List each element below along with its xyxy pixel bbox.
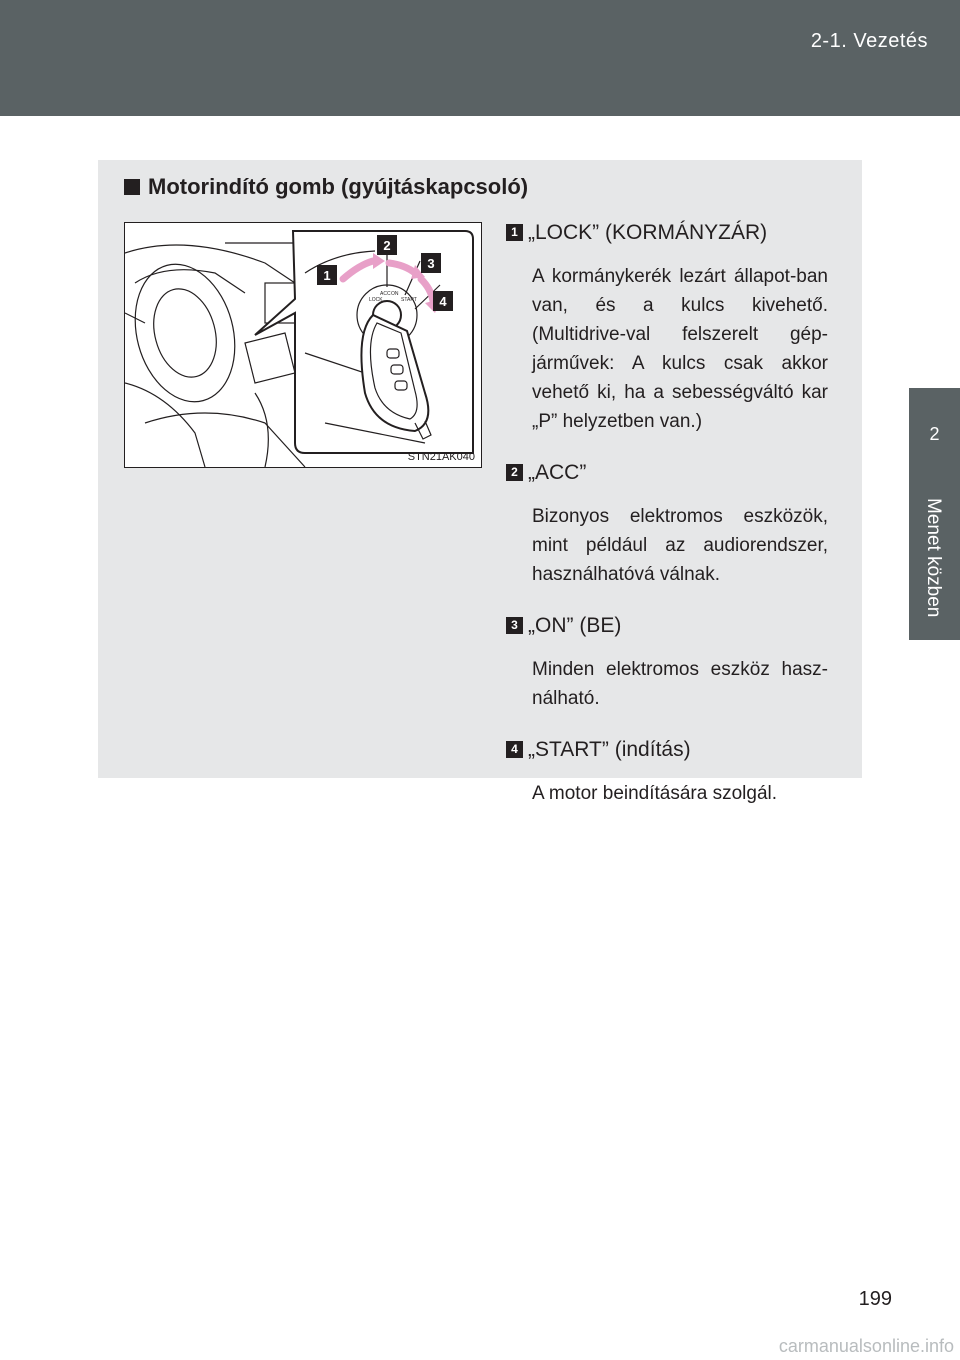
- item-title: „ON” (BE): [528, 614, 622, 637]
- chapter-number: 2: [929, 424, 940, 444]
- item-description: Minden elektromos eszköz hasz-nálható.: [532, 659, 828, 709]
- callout-3: 3: [427, 256, 435, 271]
- section-title-text: Motorindító gomb (gyújtáskapcsoló): [148, 174, 529, 199]
- switch-mark-lock: LOCK: [369, 297, 383, 303]
- switch-mark-acc: ACC: [380, 291, 391, 297]
- list-item: [506, 613, 828, 713]
- page-number: 199: [858, 1288, 892, 1310]
- chapter-side-tab: [909, 388, 960, 640]
- list-item: [506, 220, 828, 436]
- callout-1: 1: [323, 268, 331, 283]
- figure-code: STN21AK040: [407, 451, 475, 463]
- item-title: „ACC”: [528, 461, 587, 484]
- item-description: A motor beindítására szolgál.: [532, 783, 778, 804]
- item-title: „LOCK” (KORMÁNYZÁR): [528, 221, 768, 244]
- switch-mark-on: ON: [391, 291, 399, 297]
- position-list: [506, 220, 828, 832]
- list-item: [506, 737, 828, 808]
- item-description: A kormánykerék lezárt állapot-ban van, és a kulcs kivehető. (Multidrive-val felszerelt gép-járművek: A kulcs csak akkor vehető ki, ha a sebességváltó kar „P” helyzetben van.): [532, 266, 828, 432]
- item-title: „START” (indítás): [528, 738, 691, 761]
- watermark: carmanualsonline.info: [778, 1336, 954, 1356]
- item-description: Bizonyos elektromos eszközök, mint például az audiorendszer, használhatóvá válnak.: [532, 506, 828, 585]
- page-header: [0, 0, 960, 116]
- ignition-illustration: [124, 222, 482, 468]
- callout-2: 2: [383, 238, 391, 253]
- square-bullet-icon: [124, 179, 140, 195]
- callout-4: 4: [439, 294, 447, 309]
- info-panel: [98, 160, 862, 804]
- list-item: [506, 460, 828, 589]
- number-badge: 1: [506, 224, 523, 241]
- switch-mark-start: START: [401, 297, 417, 303]
- number-badge: 4: [506, 741, 523, 758]
- dashboard-key-drawing: [125, 223, 481, 467]
- section-title: [124, 174, 528, 200]
- number-badge: 2: [506, 464, 523, 481]
- chapter-label: Menet közben: [923, 498, 944, 618]
- chapter-title: 2-1. Vezetés: [810, 30, 928, 52]
- number-badge: 3: [506, 617, 523, 634]
